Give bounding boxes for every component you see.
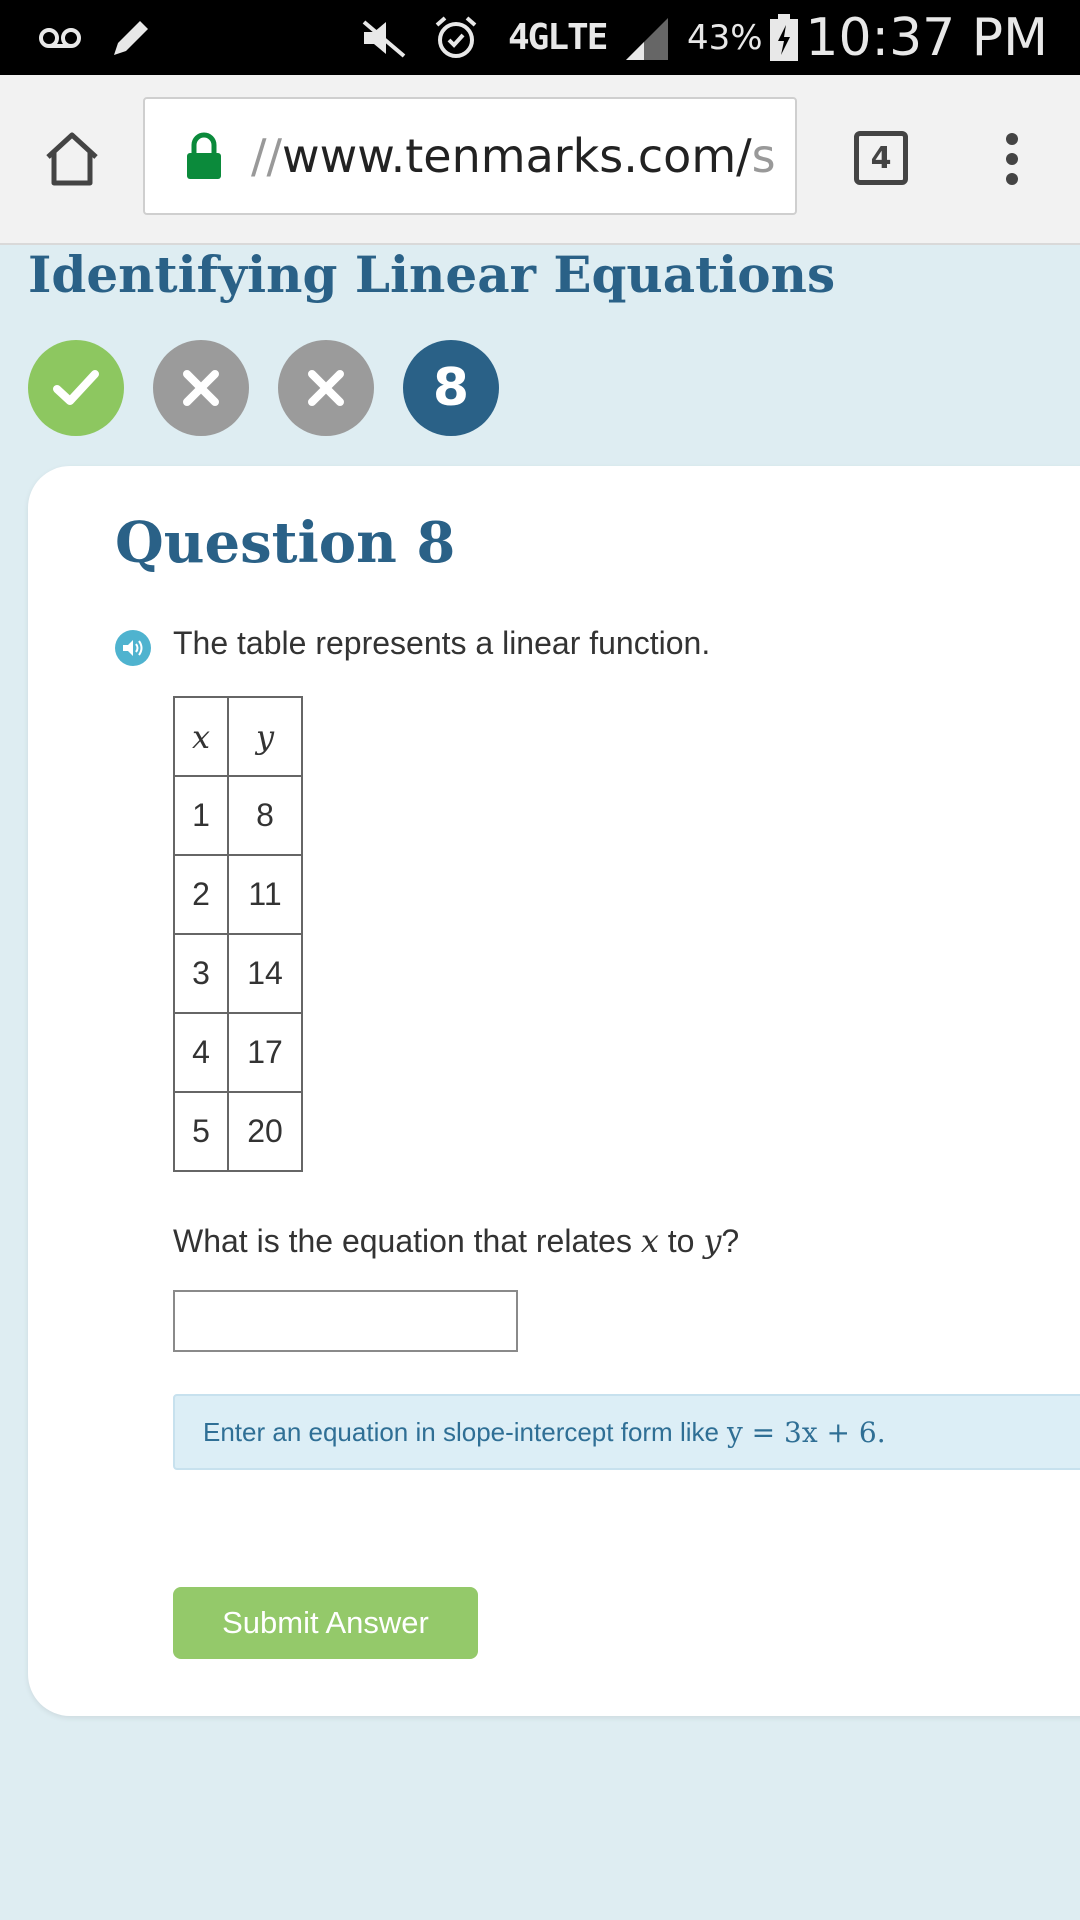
question-prompt: The table represents a linear function. [173, 625, 711, 661]
table-cell: 2 [174, 855, 228, 934]
progress-item-incorrect[interactable] [278, 340, 374, 436]
battery-percent: 43% [687, 17, 763, 58]
x-icon [181, 368, 221, 408]
table-header-y: y [228, 697, 302, 776]
mute-icon [360, 0, 408, 75]
network-type: 4GLTE [508, 17, 607, 58]
ask-text: ? [721, 1223, 740, 1259]
url-text [251, 99, 776, 213]
submit-answer-button[interactable]: Submit Answer [173, 1587, 478, 1659]
check-icon [53, 368, 99, 408]
table-row [174, 1013, 302, 1092]
browser-toolbar [0, 75, 1080, 245]
clock: 10:37 PM [805, 7, 1048, 68]
progress-item-correct[interactable] [28, 340, 124, 436]
home-icon[interactable] [42, 129, 102, 189]
tab-count: 4 [870, 140, 892, 176]
audio-icon[interactable] [115, 630, 151, 666]
answer-input[interactable] [173, 1290, 518, 1352]
menu-icon[interactable] [998, 131, 1026, 187]
address-bar[interactable] [143, 97, 797, 215]
table-cell: 14 [228, 934, 302, 1013]
progress-item-incorrect[interactable] [153, 340, 249, 436]
ask-text: to [658, 1223, 704, 1259]
status-bar [0, 0, 1080, 75]
table-cell: 3 [174, 934, 228, 1013]
x-icon [306, 368, 346, 408]
table-header-x: x [174, 697, 228, 776]
table-cell: 11 [228, 855, 302, 934]
table-cell: 8 [228, 776, 302, 855]
table-row [174, 776, 302, 855]
table-cell: 20 [228, 1092, 302, 1171]
question-progress [28, 340, 499, 436]
hint-text: Enter an equation in slope-intercept form like [203, 1416, 719, 1447]
hint-box [173, 1394, 1080, 1470]
question-ask [173, 1222, 739, 1260]
table-cell: 4 [174, 1013, 228, 1092]
table-header-row [174, 697, 302, 776]
table-cell: 17 [228, 1013, 302, 1092]
ask-var-x: x [640, 1222, 659, 1260]
alarm-icon [433, 0, 479, 75]
battery-charging-icon [768, 0, 800, 75]
values-table [173, 696, 303, 1172]
progress-item-current[interactable]: 8 [403, 340, 499, 436]
url-prefix: // [251, 129, 282, 183]
table-cell: 1 [174, 776, 228, 855]
table-row [174, 934, 302, 1013]
lock-icon [185, 131, 223, 186]
question-title: Question 8 [115, 510, 456, 576]
tabs-icon[interactable] [854, 131, 908, 185]
ask-text: What is the equation that relates [173, 1223, 641, 1259]
table-row [174, 855, 302, 934]
table-cell: 5 [174, 1092, 228, 1171]
table-row [174, 1092, 302, 1171]
ask-var-y: y [703, 1222, 722, 1260]
signal-icon [622, 0, 670, 75]
voicemail-icon [38, 0, 82, 75]
hint-math: y = 3x + 6. [726, 1415, 886, 1449]
url-host: www.tenmarks.com/ [282, 129, 752, 183]
edit-icon [108, 0, 154, 75]
url-path: s [751, 129, 776, 183]
lesson-title: Identifying Linear Equations [28, 245, 836, 304]
